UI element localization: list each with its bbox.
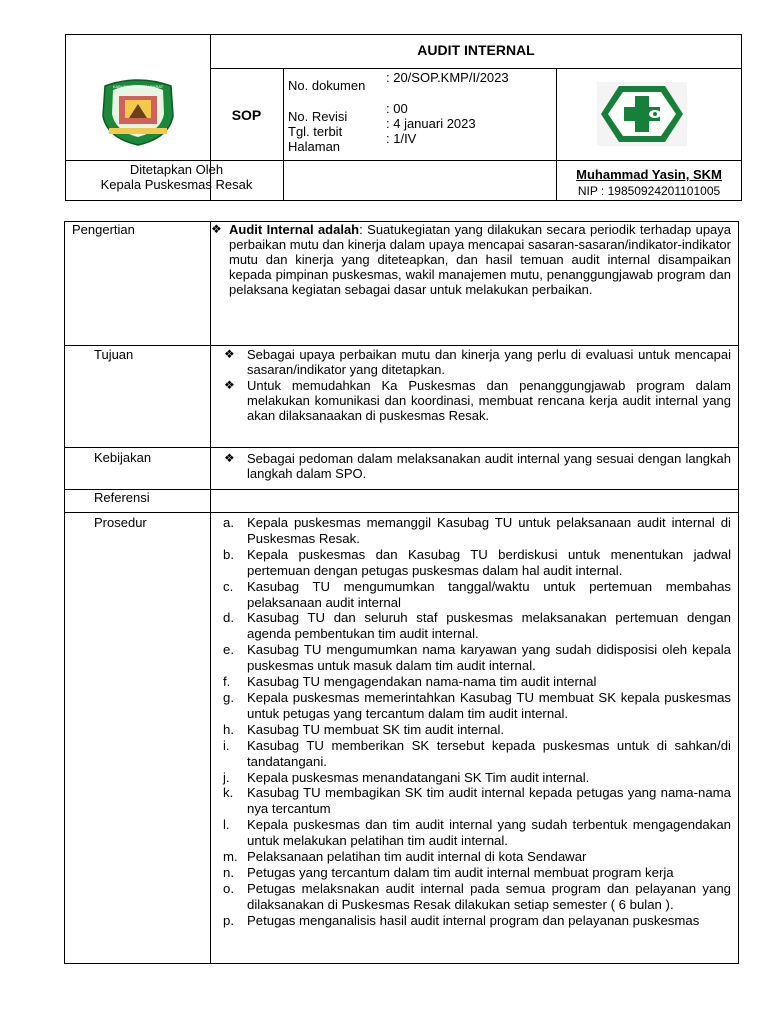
diamond-bullet-icon: ❖ [211,222,222,236]
step-letter: i. [223,737,230,753]
step-text: Kepala puskesmas memanggil Kasubag TU untuk pelaksanaan audit internal di Puskesmas Resak. [247,515,731,546]
divider [65,160,742,161]
referensi-label: Referensi [94,490,150,505]
step-letter: e. [223,642,234,658]
step-letter: j. [223,769,230,785]
step-text: Petugas menganalisis hasil audit internal program dan pelayanan puskesmas [247,912,700,928]
step-text: Kasubag TU dan seluruh staf puskesmas melaksanakan pertemuan dengan agenda pembentukan tim audit internal. [247,610,731,642]
kebijakan-item-text: Sebagai pedoman dalam melaksanakan audit internal yang sesuai dengan langkah langkah dalam SPO. [247,451,731,481]
prosedur-step [210,579,731,611]
sop-label: SOP [231,107,262,123]
step-letter: a. [223,515,234,530]
tgl-terbit-label: Tgl. terbit [288,124,343,139]
prosedur-step [210,770,731,786]
step-letter: p. [223,912,234,928]
prosedur-step [210,849,731,865]
step-text: Petugas melaksnakan audit internal pada semua program dan pelayanan yang dilaksanakan di Puskesmas Resak dilakukan setiap semester ( 6 bulan ). [247,880,731,912]
ditetapkan-label [65,162,288,192]
pengertian-definition: : Suatukegiatan yang dilakukan secara periodik terhadap upaya perbaikan mutu dan kinerja dalam upaya mencapai sasaran-sasaran/indikator-indikator mutu dan kinerja yang diteteapkan, dan hasil temuan audit internal disampaikan kepada pimpinan puskesmas, wakil manajemen mutu, penanggungjawab program dan pelaksana kegiatan sebagai dasar untuk melakukan perbaikan. [229,222,732,297]
step-text: Petugas yang tercantum dalam tim audit internal membuat program kerja [247,864,674,880]
logo-text: KABUPATEN KUTAI BARAT [112,84,164,89]
tujuan-item [224,347,731,377]
official-nip: NIP : 19850924201101005 [577,184,721,198]
step-text: Kasubag TU mengumumkan tanggal/waktu untuk pertemuan membahas pelaksanaan audit internal [247,578,731,610]
ditetapkan-line2: Kepala Puskesmas Resak [100,177,253,192]
step-text: Kepala puskesmas dan tim audit internal yang sudah terbentuk mengagendakan untuk melakukan pelatihan tim audit internal. [247,817,731,849]
step-text: Kepala puskesmas menandatangani SK Tim audit internal. [247,769,590,785]
official-name: Muhammad Yasin, SKM [576,167,722,182]
divider [64,489,739,490]
step-text: Kepala puskesmas memerintahkan Kasubag TU membuat SK kepala puskesmas untuk petugas yang tercantum dalam tim audit internal. [247,689,731,721]
step-letter: d. [223,610,234,626]
prosedur-step [210,674,731,690]
puskesmas-logo [597,82,687,146]
divider [210,68,742,69]
step-letter: g. [223,689,234,705]
kebijakan-label: Kebijakan [94,450,152,465]
step-letter: k. [223,785,234,801]
halaman-label: Halaman [288,139,341,154]
ditetapkan-line1: Ditetapkan Oleh [129,162,224,177]
step-letter: c. [223,578,234,594]
step-letter: m. [223,849,238,865]
step-letter: l. [223,817,230,833]
prosedur-step [210,722,731,738]
diamond-bullet-icon: ❖ [224,378,235,392]
tujuan-item-text: Untuk memudahkan Ka Puskesmas dan penanggungjawab program dalam melakukan komunikasi dan koordinasi, membuat rencana kerja audit internal yang akan dilaksanaakan di puskesmas Resak. [247,378,731,423]
step-text: Pelaksanaan pelatihan tim audit internal di kota Sendawar [247,849,587,865]
prosedur-label: Prosedur [94,515,147,530]
step-text: Kasubag TU membuat SK tim audit internal. [247,721,505,737]
step-text: Kasubag TU membagikan SK tim audit internal kepada petugas yang nama-nama nya tercantum [247,785,731,817]
prosedur-step [210,515,731,547]
tujuan-item-text: Sebagai upaya perbaikan mutu dan kinerja yang perlu di evaluasi untuk mencapai sasaran/indikator yang ditetapkan. [247,347,731,377]
document-title: AUDIT INTERNAL [417,42,535,58]
prosedur-list [210,515,731,929]
step-text: Kasubag TU memberikan SK tersebut kepada puskesmas untuk di sahkan/di tandatangani. [247,737,731,769]
prosedur-step [210,547,731,579]
step-letter: n. [223,864,234,880]
prosedur-step [210,738,731,770]
diamond-bullet-icon: ❖ [224,451,235,465]
step-text: Kasubag TU mengagendakan nama-nama tim audit internal [247,674,597,690]
prosedur-step [210,785,731,817]
prosedur-step [210,913,731,929]
prosedur-step [210,642,731,674]
divider [64,447,739,448]
halaman-value: : 1/IV [386,131,417,146]
no-dokumen-label: No. dokumen [288,78,366,93]
prosedur-step [210,865,731,881]
step-letter: b. [223,546,234,562]
step-text: Kepala puskesmas dan Kasubag TU berdiskusi untuk menentukan jadwal pertemuan dengan petugas puskesmas dalam hal audit internal. [247,546,731,578]
diamond-bullet-icon: ❖ [224,347,235,361]
divider [64,512,739,513]
tujuan-item [224,378,731,423]
prosedur-step [210,817,731,849]
no-dokumen-value: : 20/SOP.KMP/I/2023 [386,70,509,85]
pengertian-label: Pengertian [72,222,135,237]
pengertian-bold-lead: Audit Internal adalah [229,222,360,237]
step-text: Kasubag TU mengumumkan nama karyawan yang sudah didisposisi oleh kepala puskesmas untuk masuk dalam tim audit internal. [247,642,731,674]
no-revisi-label: No. Revisi [288,109,348,124]
prosedur-step [210,690,731,722]
tgl-terbit-value: : 4 januari 2023 [386,116,476,131]
prosedur-step [210,610,731,642]
kebijakan-text [224,451,731,481]
regency-logo [99,76,177,146]
prosedur-step [210,881,731,913]
step-letter: h. [223,721,234,737]
no-revisi-value: : 00 [386,101,408,116]
step-letter: f. [223,674,231,690]
pengertian-text [211,222,732,297]
tujuan-label: Tujuan [94,347,134,362]
step-letter: o. [223,880,234,896]
divider [64,345,739,346]
